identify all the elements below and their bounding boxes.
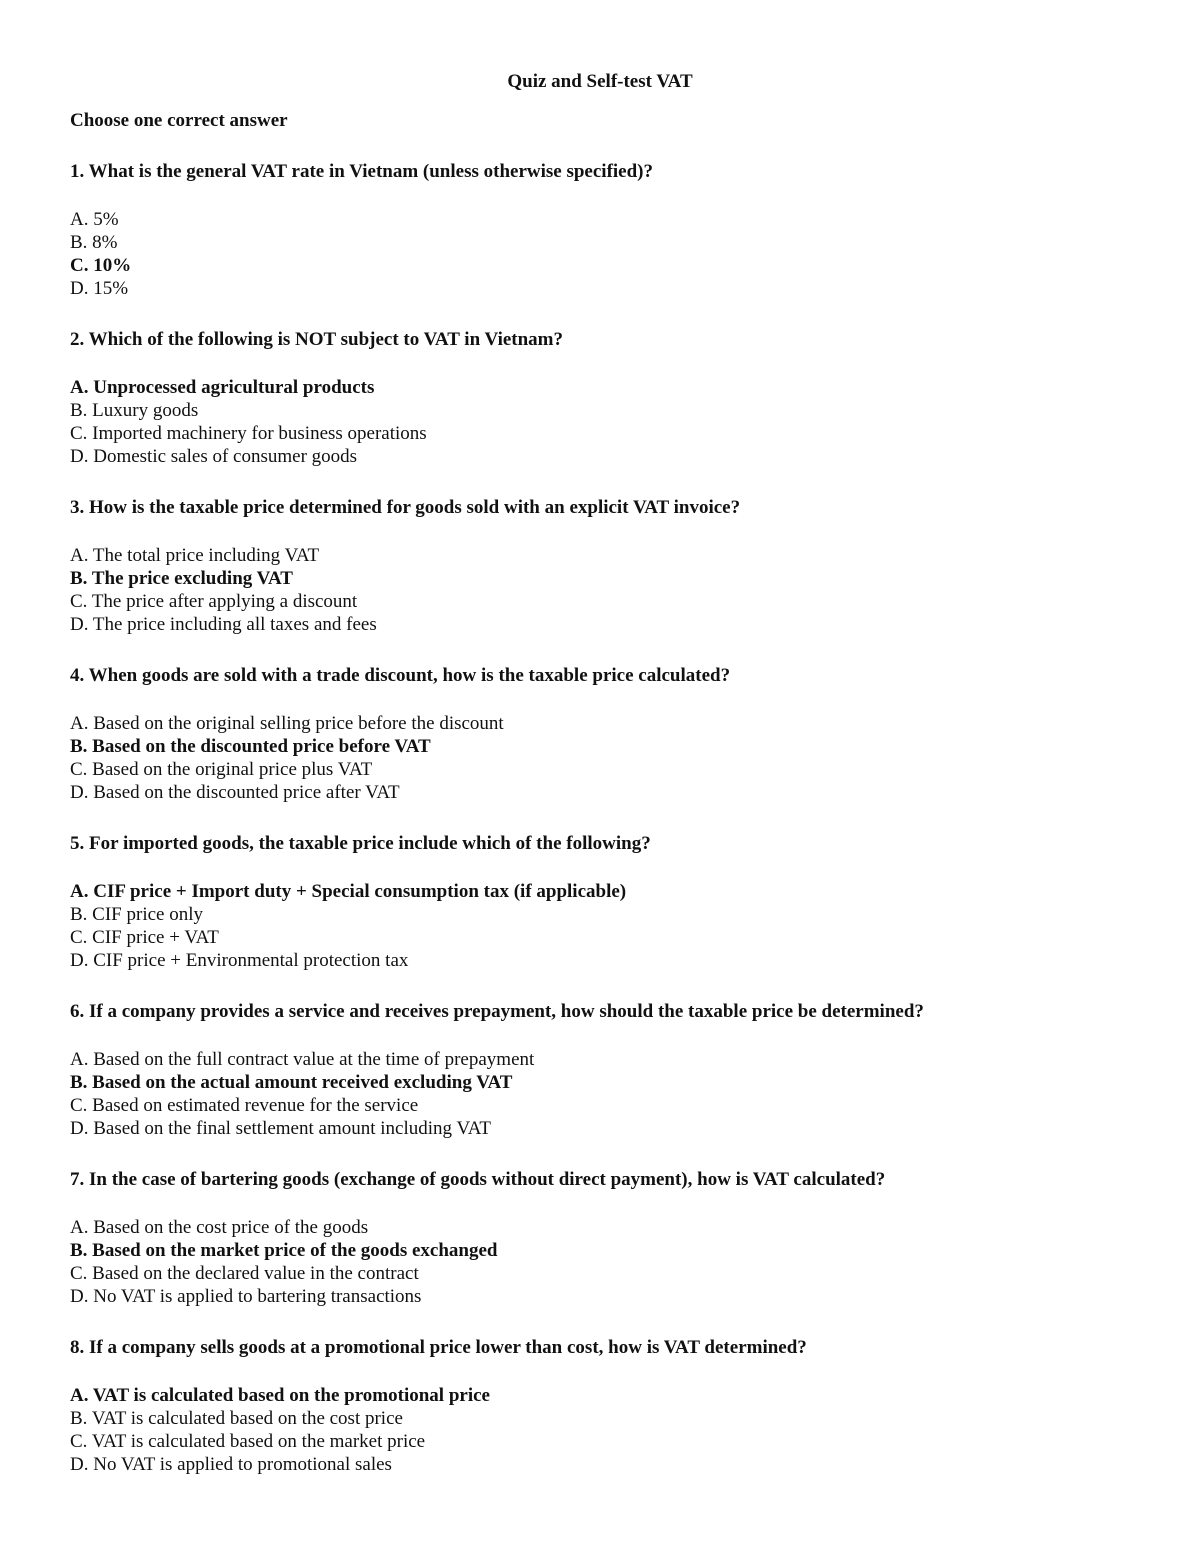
option-c: C. VAT is calculated based on the market price — [70, 1431, 426, 1452]
option-a: A. VAT is calculated based on the promotional price — [70, 1385, 490, 1406]
option-b: B. VAT is calculated based on the cost price — [70, 1408, 403, 1429]
question-text: 3. How is the taxable price determined for goods sold with an explicit VAT invoice? — [70, 497, 741, 518]
answer-options — [70, 208, 1150, 300]
answer-options — [70, 1384, 1150, 1476]
option-d: D. 15% — [70, 278, 129, 299]
answer-options — [70, 376, 1150, 468]
question-text: 7. In the case of bartering goods (exchange of goods without direct payment), how is VAT calculated? — [70, 1169, 886, 1190]
question-text: 2. Which of the following is NOT subject to VAT in Vietnam? — [70, 329, 564, 350]
option-b: B. Based on the market price of the goods exchanged — [70, 1240, 498, 1261]
option-a: A. 5% — [70, 209, 119, 230]
question-text: 6. If a company provides a service and receives prepayment, how should the taxable price be determined? — [70, 1001, 924, 1022]
option-b: B. Based on the actual amount received excluding VAT — [70, 1072, 513, 1093]
question-text: 5. For imported goods, the taxable price include which of the following? — [70, 833, 651, 854]
option-b: B. Luxury goods — [70, 400, 199, 421]
option-d: D. Domestic sales of consumer goods — [70, 446, 358, 467]
option-d: D. Based on the discounted price after VAT — [70, 782, 400, 803]
question-7 — [70, 1168, 1150, 1308]
option-d: D. CIF price + Environmental protection tax — [70, 950, 409, 971]
option-a: A. Based on the cost price of the goods — [70, 1217, 369, 1238]
question-8 — [70, 1336, 1150, 1476]
option-c: C. CIF price + VAT — [70, 927, 219, 948]
question-text: 1. What is the general VAT rate in Vietnam (unless otherwise specified)? — [70, 161, 653, 182]
answer-options — [70, 1048, 1150, 1140]
answer-options — [70, 880, 1150, 972]
question-text: 8. If a company sells goods at a promotional price lower than cost, how is VAT determined? — [70, 1337, 807, 1358]
option-c: C. The price after applying a discount — [70, 591, 358, 612]
option-d: D. The price including all taxes and fees — [70, 614, 377, 635]
option-b: B. Based on the discounted price before VAT — [70, 736, 431, 757]
option-c: C. 10% — [70, 255, 132, 276]
option-d: D. No VAT is applied to promotional sales — [70, 1454, 392, 1475]
option-a: A. Based on the full contract value at the time of prepayment — [70, 1049, 535, 1070]
document-title: Quiz and Self-test VAT — [507, 71, 693, 92]
answer-options — [70, 544, 1150, 636]
question-5 — [70, 832, 1150, 972]
option-d: D. Based on the final settlement amount including VAT — [70, 1118, 491, 1139]
option-c: C. Imported machinery for business operations — [70, 423, 427, 444]
question-2 — [70, 328, 1150, 468]
answer-options — [70, 1216, 1150, 1308]
option-b: B. The price excluding VAT — [70, 568, 293, 589]
option-b: B. CIF price only — [70, 904, 203, 925]
option-a: A. Unprocessed agricultural products — [70, 377, 375, 398]
question-6 — [70, 1000, 1150, 1140]
question-4 — [70, 664, 1150, 804]
option-d: D. No VAT is applied to bartering transactions — [70, 1286, 422, 1307]
option-b: B. 8% — [70, 232, 118, 253]
option-a: A. The total price including VAT — [70, 545, 320, 566]
option-c: C. Based on estimated revenue for the service — [70, 1095, 419, 1116]
option-c: C. Based on the declared value in the contract — [70, 1263, 419, 1284]
question-text: 4. When goods are sold with a trade discount, how is the taxable price calculated? — [70, 665, 731, 686]
answer-options — [70, 712, 1150, 804]
option-c: C. Based on the original price plus VAT — [70, 759, 373, 780]
option-a: A. Based on the original selling price before the discount — [70, 713, 504, 734]
question-3 — [70, 496, 1150, 636]
instruction-text: Choose one correct answer — [70, 110, 288, 131]
option-a: A. CIF price + Import duty + Special consumption tax (if applicable) — [70, 881, 627, 902]
question-1 — [70, 160, 1150, 300]
